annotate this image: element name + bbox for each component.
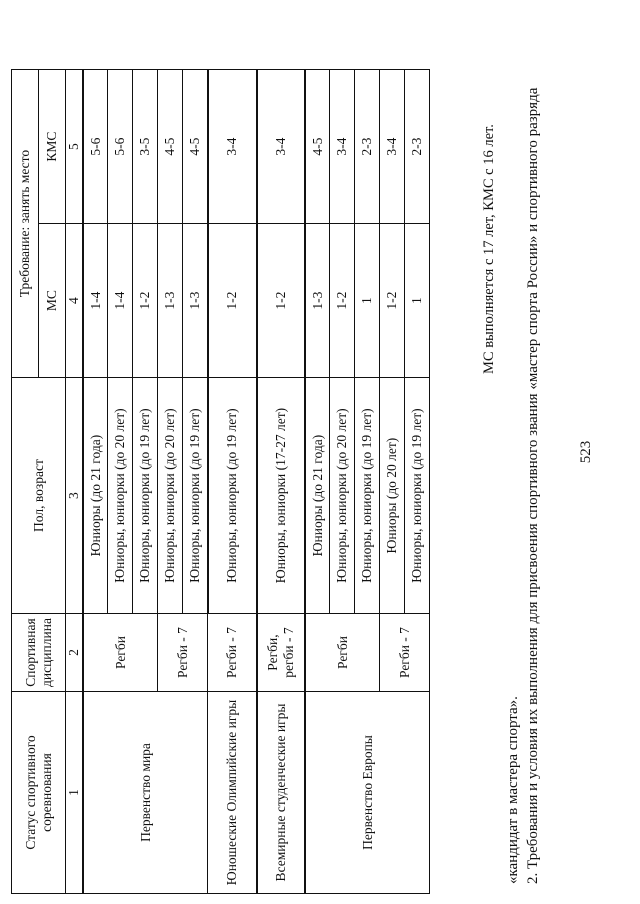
- status-cell: Первенство мира: [83, 692, 208, 894]
- discipline-cell: Регби - 7: [208, 614, 257, 692]
- gender-age-cell: Юниоры, юниорки (до 19 лет): [208, 378, 257, 614]
- page-number: 523: [578, 440, 594, 464]
- ms-place-cell: 1-4: [108, 224, 133, 378]
- discipline-cell: Регби, регби - 7: [257, 614, 305, 692]
- intro-line-2: «кандидат в мастера спорта».: [505, 696, 521, 884]
- ms-place-cell: 1: [355, 224, 380, 378]
- kms-place-cell: 3-4: [257, 70, 305, 224]
- ms-place-cell: 1: [405, 224, 430, 378]
- header-kms: КМС: [39, 70, 66, 224]
- column-number: 5: [66, 70, 83, 224]
- ms-place-cell: 1-2: [330, 224, 355, 378]
- header-gender-age: Пол, возраст: [12, 378, 66, 614]
- ms-place-cell: 1-2: [380, 224, 405, 378]
- header-ms: МС: [39, 224, 66, 378]
- gender-age-cell: Юниоры, юниорки (до 19 лет): [405, 378, 430, 614]
- gender-age-cell: Юниоры, юниорки (17-27 лет): [257, 378, 305, 614]
- discipline-cell: Регби - 7: [158, 614, 208, 692]
- ms-place-cell: 1-3: [183, 224, 208, 378]
- ms-place-cell: 1-2: [257, 224, 305, 378]
- kms-place-cell: 3-4: [208, 70, 257, 224]
- ms-place-cell: 1-2: [133, 224, 158, 378]
- kms-place-cell: 3-4: [330, 70, 355, 224]
- column-number: 3: [66, 378, 83, 614]
- gender-age-cell: Юниоры, юниорки (до 20 лет): [330, 378, 355, 614]
- kms-place-cell: 5-6: [83, 70, 108, 224]
- gender-age-cell: Юниоры (до 20 лет): [380, 378, 405, 614]
- kms-place-cell: 5-6: [108, 70, 133, 224]
- status-cell: Юношеские Олимпийские игры: [208, 692, 257, 894]
- gender-age-cell: Юниоры, юниорки (до 19 лет): [183, 378, 208, 614]
- column-number: 2: [66, 614, 83, 692]
- kms-place-cell: 4-5: [183, 70, 208, 224]
- status-cell: Всемирные студенческие игры: [257, 692, 305, 894]
- kms-place-cell: 2-3: [355, 70, 380, 224]
- ms-place-cell: 1-4: [83, 224, 108, 378]
- column-number: 1: [66, 692, 83, 894]
- kms-place-cell: 4-5: [305, 70, 330, 224]
- discipline-cell: Регби: [305, 614, 380, 692]
- requirements-table: [11, 69, 430, 894]
- header-status: Статус спортивного соревнования: [12, 692, 66, 894]
- kms-place-cell: 2-3: [405, 70, 430, 224]
- gender-age-cell: Юниоры (до 21 года): [305, 378, 330, 614]
- age-note: МС выполняется с 17 лет, КМС с 16 лет.: [481, 124, 497, 374]
- gender-age-cell: Юниоры, юниорки (до 20 лет): [108, 378, 133, 614]
- discipline-cell: Регби - 7: [380, 614, 430, 692]
- gender-age-cell: Юниоры (до 21 года): [83, 378, 108, 614]
- kms-place-cell: 4-5: [158, 70, 183, 224]
- column-number: 4: [66, 224, 83, 378]
- gender-age-cell: Юниоры, юниорки (до 20 лет): [158, 378, 183, 614]
- kms-place-cell: 3-5: [133, 70, 158, 224]
- gender-age-cell: Юниоры, юниорки (до 19 лет): [355, 378, 380, 614]
- kms-place-cell: 3-4: [380, 70, 405, 224]
- status-cell: Первенство Европы: [305, 692, 430, 894]
- intro-line-1: 2. Требования и условия их выполнения для присвоения спортивного звания «мастер спорта России» и спортивного разряда: [525, 87, 541, 884]
- ms-place-cell: 1-3: [158, 224, 183, 378]
- discipline-cell: Регби: [83, 614, 158, 692]
- gender-age-cell: Юниоры, юниорки (до 19 лет): [133, 378, 158, 614]
- header-requirement: Требование: занять место: [12, 70, 39, 378]
- ms-place-cell: 1-2: [208, 224, 257, 378]
- ms-place-cell: 1-3: [305, 224, 330, 378]
- header-discipline: Спортивная дисциплина: [12, 614, 66, 692]
